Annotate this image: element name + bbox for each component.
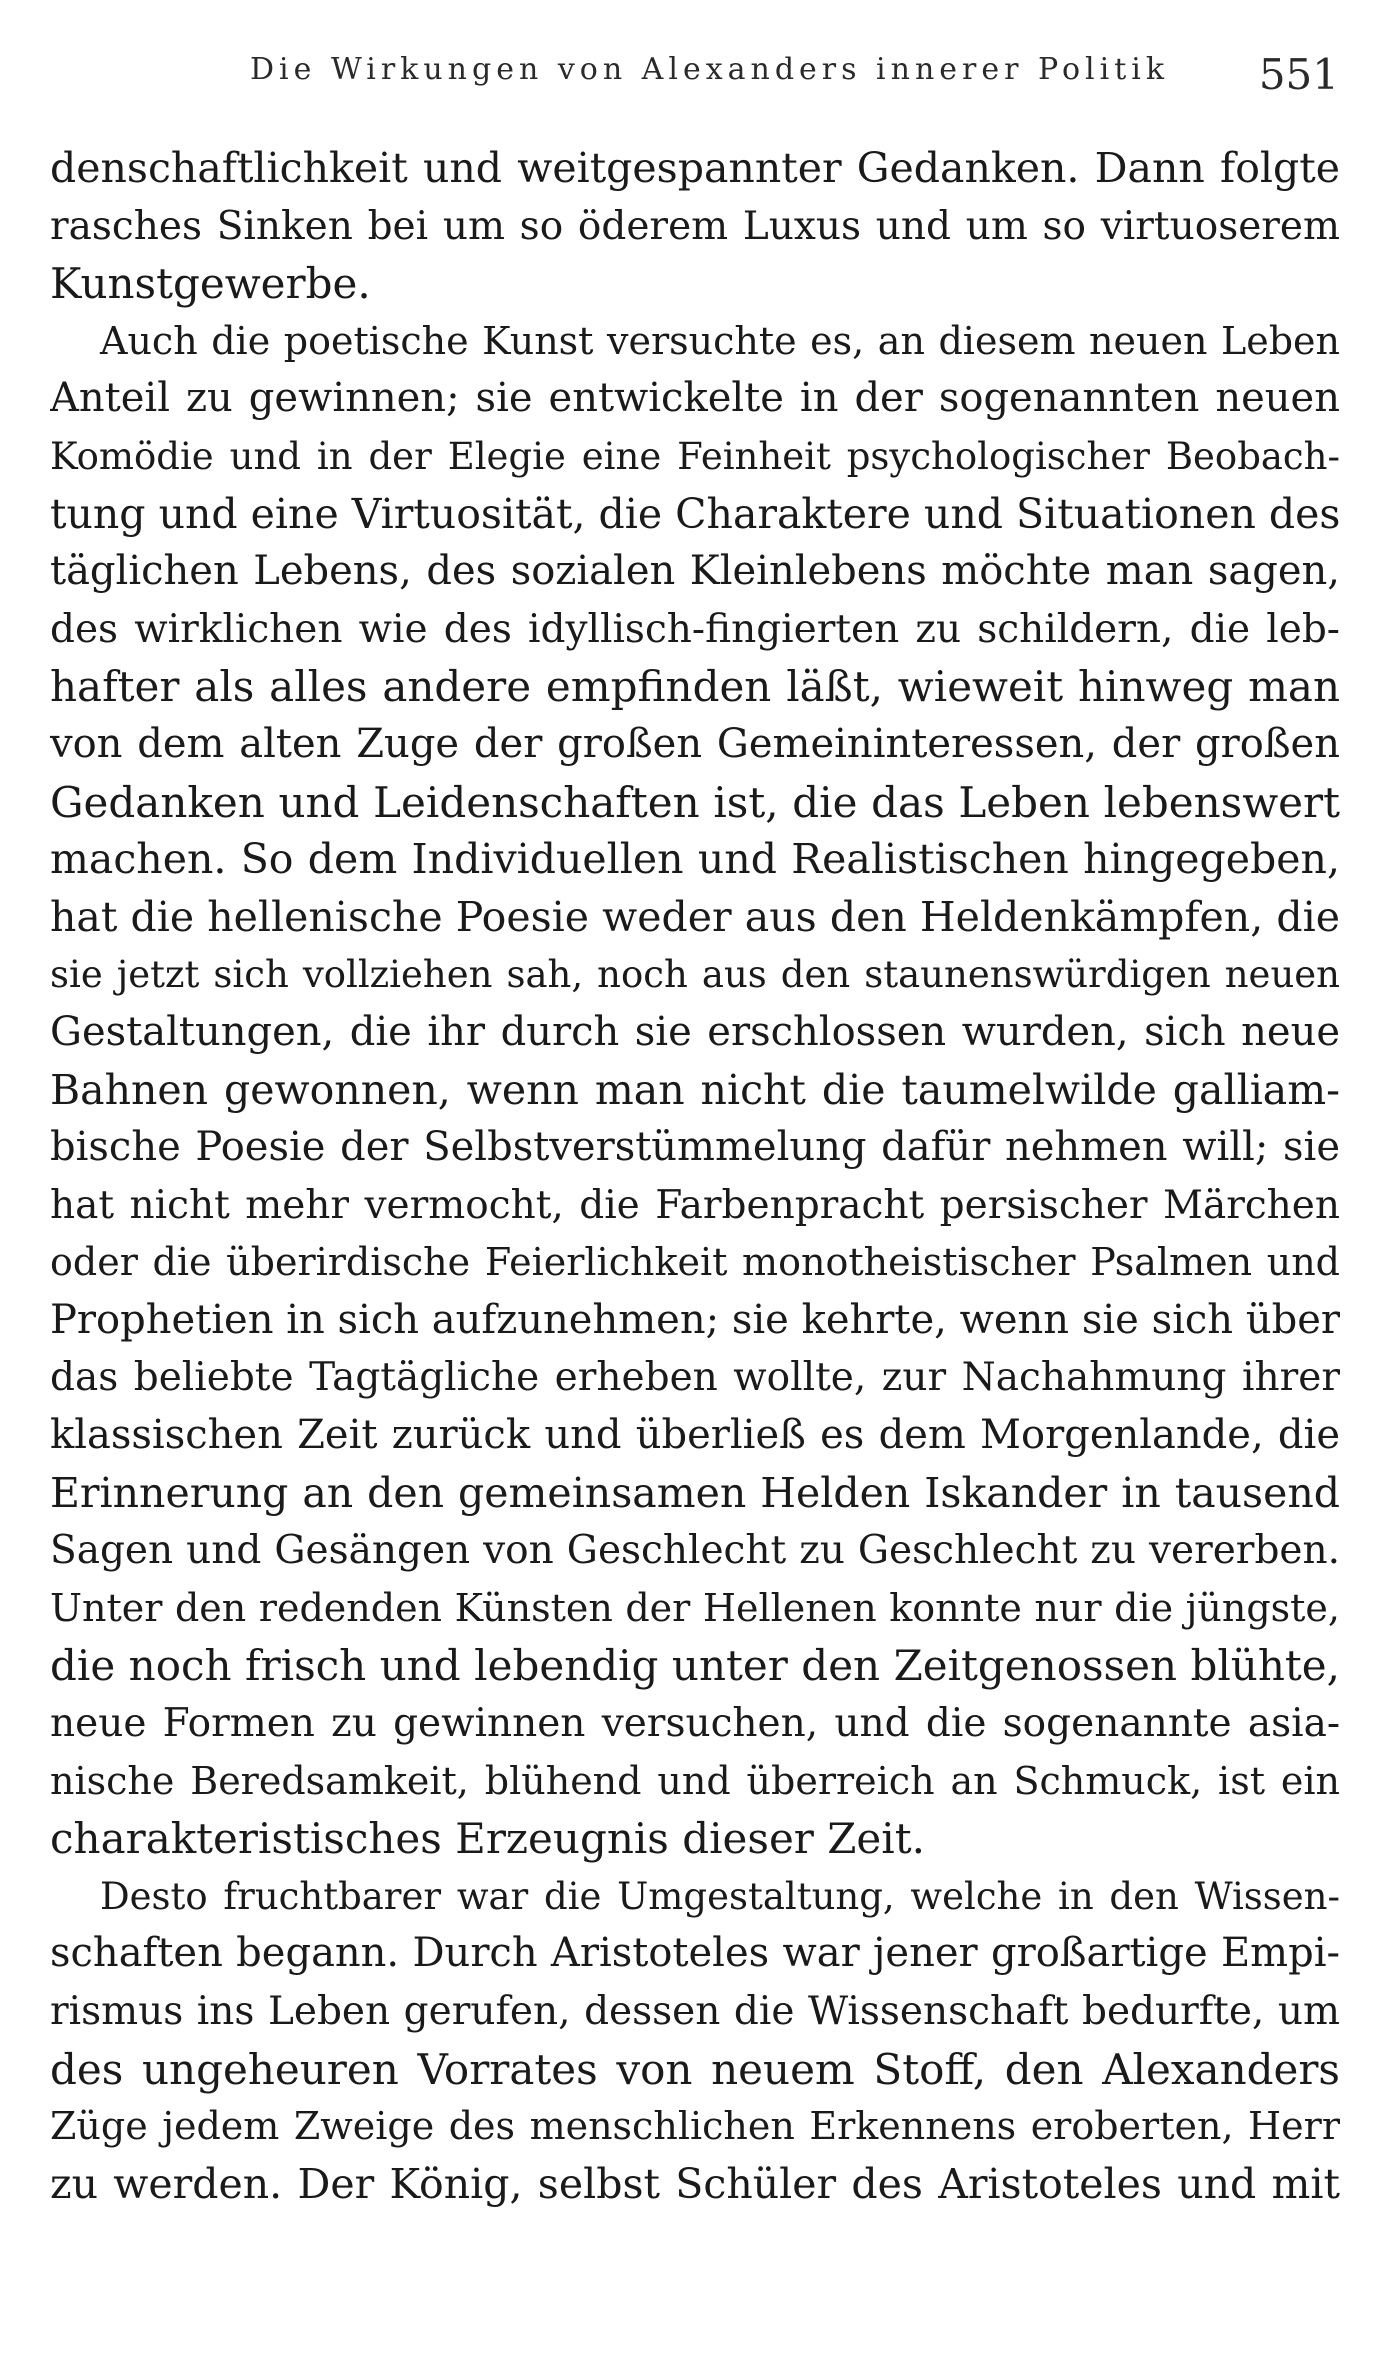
text-line: denschaftlichkeit und weitgespannter Gedanken. Dann folgte — [50, 144, 1340, 192]
text-line: oder die überirdische Feierlichkeit monotheistischer Psalmen und — [50, 1240, 1340, 1285]
text-line: Gedanken und Leidenschaften ist, die das Leben lebenswert — [50, 777, 1340, 827]
running-head: Die Wirkungen von Alexanders innerer Politik — [250, 52, 1170, 87]
text-line: Kunstgewerbe. — [50, 259, 371, 309]
text-line: rasches Sinken bei um so öderem Luxus und um so virtuoserem — [50, 203, 1340, 249]
text-line: von dem alten Zuge der großen Gemeininteressen, der großen — [50, 720, 1340, 767]
text-line: Unter den redenden Künsten der Hellenen konnte nur die jüngste, — [50, 1585, 1340, 1630]
text-line: sie jetzt sich vollziehen sah, noch aus den staunenswürdigen neuen — [50, 953, 1340, 997]
text-line: Gestaltungen, die ihr durch sie erschlossen wurden, sich neue — [50, 1008, 1340, 1055]
text-line: schaften begann. Durch Aristoteles war jener großartige Empi- — [50, 1930, 1340, 1977]
text-line: hat nicht mehr vermocht, die Farbenpracht persischer Märchen — [50, 1182, 1340, 1228]
text-line: Desto fruchtbarer war die Umgestaltung, welche in den Wissen- — [100, 1874, 1340, 1918]
text-line: das beliebte Tagtägliche erheben wollte, zur Nachahmung ihrer — [50, 1355, 1340, 1401]
text-line: charakteristisches Erzeugnis dieser Zeit. — [50, 1814, 925, 1864]
text-line: machen. So dem Individuellen und Realistischen hingegeben, — [50, 835, 1340, 884]
text-line: Anteil zu gewinnen; sie entwickelte in der sogenannten neuen — [50, 375, 1340, 422]
text-line: bische Poesie der Selbstverstümmelung dafür nehmen will; sie — [50, 1124, 1340, 1171]
text-line: die noch frisch und lebendig unter den Zeitgenossen blühte, — [50, 1641, 1340, 1691]
text-line: Züge jedem Zweige des menschlichen Erkennens eroberten, Herr — [50, 2104, 1340, 2149]
text-line: des wirklichen wie des idyllisch-fingierten zu schildern, die leb- — [50, 606, 1340, 652]
text-line: klassischen Zeit zurück und überließ es dem Morgenlande, die — [50, 1412, 1340, 1459]
text-line: täglichen Lebens, des sozialen Kleinlebens möchte man sagen, — [50, 548, 1340, 595]
body-text — [50, 140, 1340, 2213]
text-line: Bahnen gewonnen, wenn man nicht die taumelwilde galliam- — [50, 1065, 1340, 1114]
text-line: Komödie und in der Elegie eine Feinheit psychologischer Beobach- — [50, 434, 1340, 478]
text-line: neue Formen zu gewinnen versuchen, und die sogenannte asia- — [50, 1701, 1340, 1747]
text-line: des ungeheuren Vorrates von neuem Stoff, den Alexanders — [50, 2044, 1340, 2094]
text-line: hafter als alles andere empfinden läßt, wieweit hinweg man — [50, 662, 1340, 712]
text-line: hat die hellenische Poesie weder aus den Heldenkämpfen, die — [50, 892, 1340, 941]
text-line: nische Beredsamkeit, blühend und überreich an Schmuck, ist ein — [50, 1758, 1340, 1803]
text-line: rismus ins Leben gerufen, dessen die Wissenschaft bedurfte, um — [50, 1989, 1340, 2034]
text-line: Sagen und Gesängen von Geschlecht zu Geschlecht zu vererben. — [50, 1528, 1340, 1574]
text-line: Auch die poetische Kunst versuchte es, an diesem neuen Leben — [100, 318, 1340, 363]
text-line: Prophetien in sich aufzunehmen; sie kehrte, wenn sie sich über — [50, 1296, 1340, 1343]
page-number: 551 — [1258, 50, 1339, 99]
text-line: zu werden. Der König, selbst Schüler des Aristoteles und mit — [50, 2159, 1340, 2208]
text-line: tung und eine Virtuosität, die Charaktere und Situationen des — [50, 489, 1340, 538]
text-line: Erinnerung an den gemeinsamen Helden Iskander in tausend — [50, 1468, 1340, 1517]
